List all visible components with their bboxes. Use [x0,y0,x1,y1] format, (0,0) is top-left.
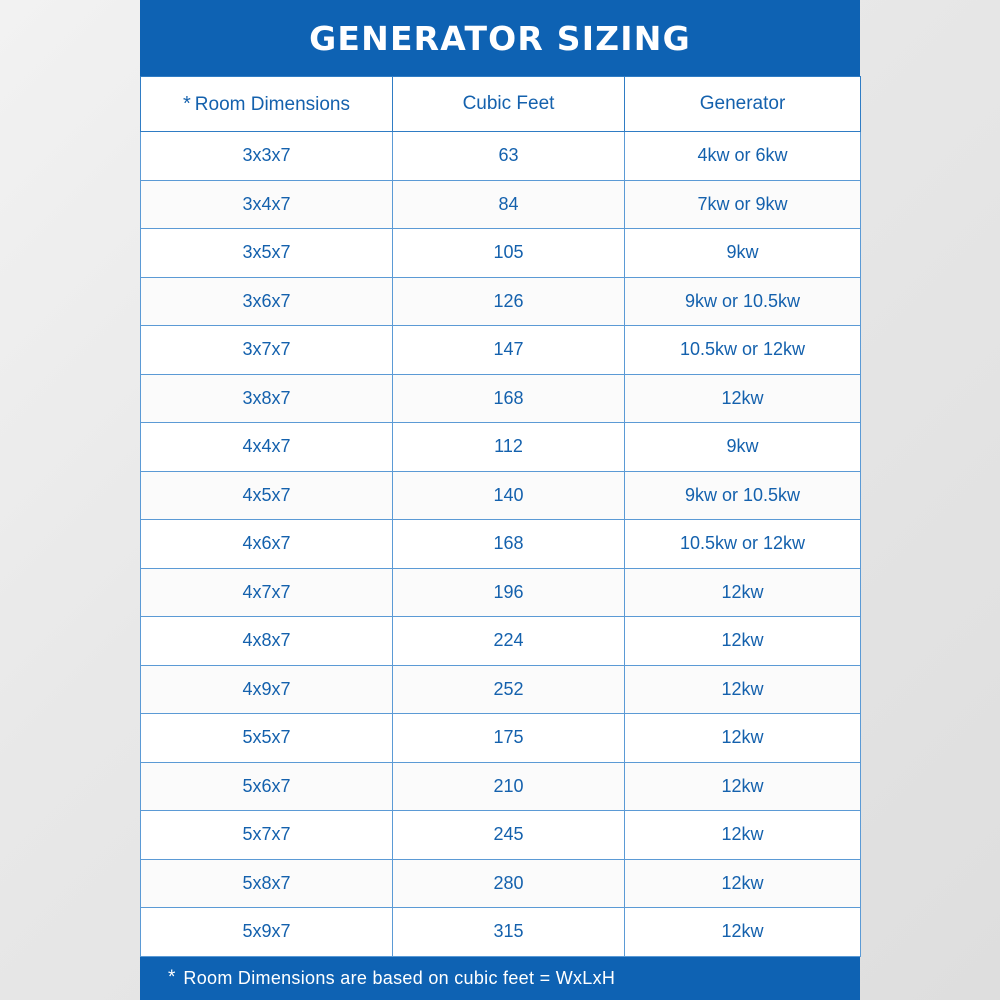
generator-sizing-table [140,76,861,957]
cell-generator: 12kw [625,859,861,908]
cell-cubic-feet: 140 [393,471,625,520]
column-header-generator: Generator [625,77,861,132]
cell-cubic-feet: 168 [393,374,625,423]
table-row [141,859,861,908]
cell-cubic-feet: 105 [393,229,625,278]
cell-cubic-feet: 252 [393,665,625,714]
cell-room-dimensions: 4x6x7 [141,520,393,569]
table-row [141,326,861,375]
cell-room-dimensions: 4x9x7 [141,665,393,714]
table-row [141,568,861,617]
column-header-cubic-feet: Cubic Feet [393,77,625,132]
cell-cubic-feet: 112 [393,423,625,472]
cell-room-dimensions: 5x6x7 [141,762,393,811]
cell-cubic-feet: 168 [393,520,625,569]
table-row [141,229,861,278]
cell-room-dimensions: 3x4x7 [141,180,393,229]
cell-room-dimensions: 4x4x7 [141,423,393,472]
cell-cubic-feet: 196 [393,568,625,617]
cell-generator: 12kw [625,374,861,423]
table-row [141,714,861,763]
table-row [141,908,861,957]
table-row [141,277,861,326]
cell-room-dimensions: 3x8x7 [141,374,393,423]
table-row [141,423,861,472]
cell-cubic-feet: 63 [393,132,625,181]
page-title: GENERATOR SIZING [309,18,691,58]
cell-cubic-feet: 280 [393,859,625,908]
cell-cubic-feet: 147 [393,326,625,375]
cell-room-dimensions: 3x6x7 [141,277,393,326]
cell-cubic-feet: 84 [393,180,625,229]
cell-generator: 12kw [625,811,861,860]
cell-room-dimensions: 5x5x7 [141,714,393,763]
table-row [141,520,861,569]
cell-room-dimensions: 4x5x7 [141,471,393,520]
cell-room-dimensions: 3x3x7 [141,132,393,181]
cell-generator: 12kw [625,762,861,811]
cell-cubic-feet: 210 [393,762,625,811]
table-row [141,617,861,666]
cell-generator: 12kw [625,617,861,666]
footnote-bar [140,957,860,1000]
cell-room-dimensions: 5x8x7 [141,859,393,908]
cell-generator: 10.5kw or 12kw [625,520,861,569]
table-row [141,811,861,860]
cell-cubic-feet: 175 [393,714,625,763]
cell-generator: 4kw or 6kw [625,132,861,181]
table-body [141,132,861,957]
cell-room-dimensions: 4x8x7 [141,617,393,666]
cell-generator: 9kw or 10.5kw [625,277,861,326]
asterisk-icon: * [168,967,176,989]
cell-generator: 7kw or 9kw [625,180,861,229]
column-header-room-dimensions-label: Room Dimensions [194,93,351,115]
cell-room-dimensions: 5x7x7 [141,811,393,860]
footnote-text: Room Dimensions are based on cubic feet = WxLxH [183,967,616,988]
asterisk-icon: * [182,92,191,115]
table-row [141,132,861,181]
column-header-room-dimensions [141,77,393,132]
cell-generator: 10.5kw or 12kw [625,326,861,375]
table-row [141,665,861,714]
table-container [140,76,860,957]
cell-generator: 9kw [625,423,861,472]
cell-room-dimensions: 3x5x7 [141,229,393,278]
table-row [141,180,861,229]
header-bar [140,0,860,76]
cell-generator: 12kw [625,714,861,763]
cell-generator: 9kw [625,229,861,278]
cell-cubic-feet: 224 [393,617,625,666]
cell-generator: 12kw [625,665,861,714]
cell-room-dimensions: 3x7x7 [141,326,393,375]
cell-generator: 9kw or 10.5kw [625,471,861,520]
table-row [141,374,861,423]
cell-cubic-feet: 245 [393,811,625,860]
cell-generator: 12kw [625,568,861,617]
table-row [141,471,861,520]
cell-room-dimensions: 5x9x7 [141,908,393,957]
cell-generator: 12kw [625,908,861,957]
cell-cubic-feet: 315 [393,908,625,957]
cell-room-dimensions: 4x7x7 [141,568,393,617]
sizing-card [140,0,860,1000]
cell-cubic-feet: 126 [393,277,625,326]
table-row [141,762,861,811]
table-header [141,77,861,132]
table-header-row [141,77,861,132]
